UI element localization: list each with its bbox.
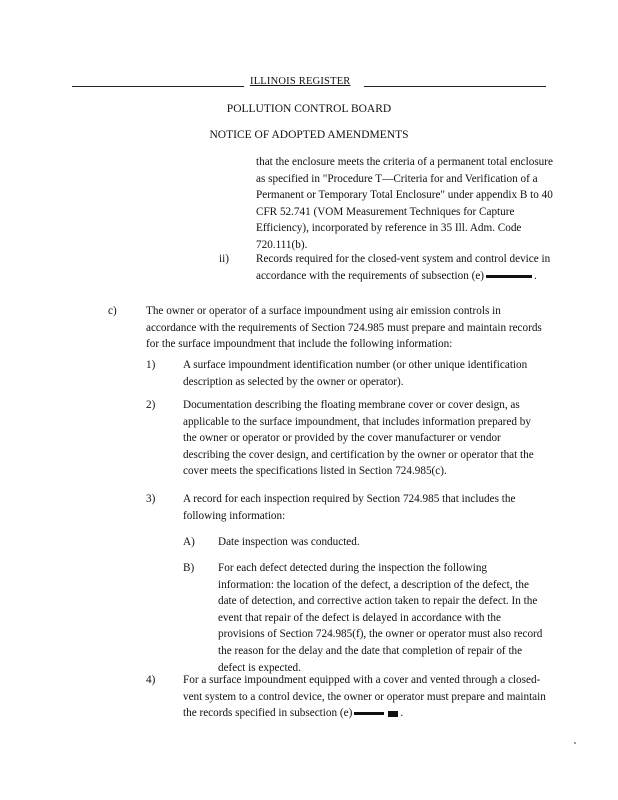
item-c-label: c) <box>108 305 117 317</box>
item-ii-end: . <box>534 269 537 282</box>
continuation-paragraph: that the enclosure meets the criteria of a permanent total enclosure as specified in "Procedure T—Criteria for and Verification of a Permanent or Temporary Total Enclosure" under appendix B to 40 CFR 52.741 (VOM Measurement Techniques for Capture Efficiency), incorporated by reference in 35 Ill. Adm. Code 720.111(b). <box>256 156 553 251</box>
board-title: POLLUTION CONTROL BOARD <box>226 103 392 115</box>
scan-speck <box>574 742 576 744</box>
item-4-label: 4) <box>146 674 156 686</box>
redaction-mark <box>486 275 532 278</box>
item-3-label: 3) <box>146 493 156 505</box>
redaction-mark <box>354 712 384 715</box>
register-title: ILLINOIS REGISTER <box>250 76 351 87</box>
notice-title: NOTICE OF ADOPTED AMENDMENTS <box>209 129 409 141</box>
item-c-paragraph: The owner or operator of a surface impoundment using air emission controls in accordance with the requirements of Section 724.985 must prepare and maintain records for the surface impoundment that include the following information: <box>146 305 542 351</box>
item-ii-label: ii) <box>219 253 229 265</box>
item-4-end: . <box>400 707 404 720</box>
item-2-label: 2) <box>146 399 156 411</box>
item-1-label: 1) <box>146 359 156 371</box>
item-4-text: For a surface impoundment equipped with a cover and vented through a closed-vent system to a control device, the owner or operator must prepare and maintain the records specified in subsection (e) <box>183 674 546 720</box>
item-3-paragraph: A record for each inspection required by Section 724.985 that includes the following information: <box>183 493 516 522</box>
item-A-label: A) <box>183 536 195 548</box>
item-B-label: B) <box>183 562 195 574</box>
header-rule-right <box>364 86 546 87</box>
header-rule-left <box>72 86 244 87</box>
item-2-paragraph: Documentation describing the floating membrane cover or cover design, as applicable to the surface impoundment, that includes information prepared by the owner or operator or provided by the cover manufacturer or vendor describing the cover design, and certification by the owner or operator that the cover meets the specifications listed in Section 724.985(c). <box>183 399 534 478</box>
redaction-mark <box>388 711 398 717</box>
item-ii-text: Records required for the closed-vent system and control device in accordance with the requirements of subsection (e) <box>256 253 551 282</box>
item-1-paragraph: A surface impoundment identification number (or other unique identification description as selected by the owner or operator). <box>183 359 528 388</box>
item-4-paragraph <box>183 672 547 722</box>
item-ii-paragraph <box>256 251 552 284</box>
item-A-paragraph: Date inspection was conducted. <box>218 536 360 548</box>
item-B-paragraph: For each defect detected during the inspection the following information: the location of the defect, a description of the defect, the date of detection, and corrective action taken to repair the defect. In the event that repair of the defect is delayed in accordance with the provisions of Section 724.985(f), the owner or operator must also record the reason for the delay and the date that completion of repair of the defect is expected. <box>218 562 543 674</box>
